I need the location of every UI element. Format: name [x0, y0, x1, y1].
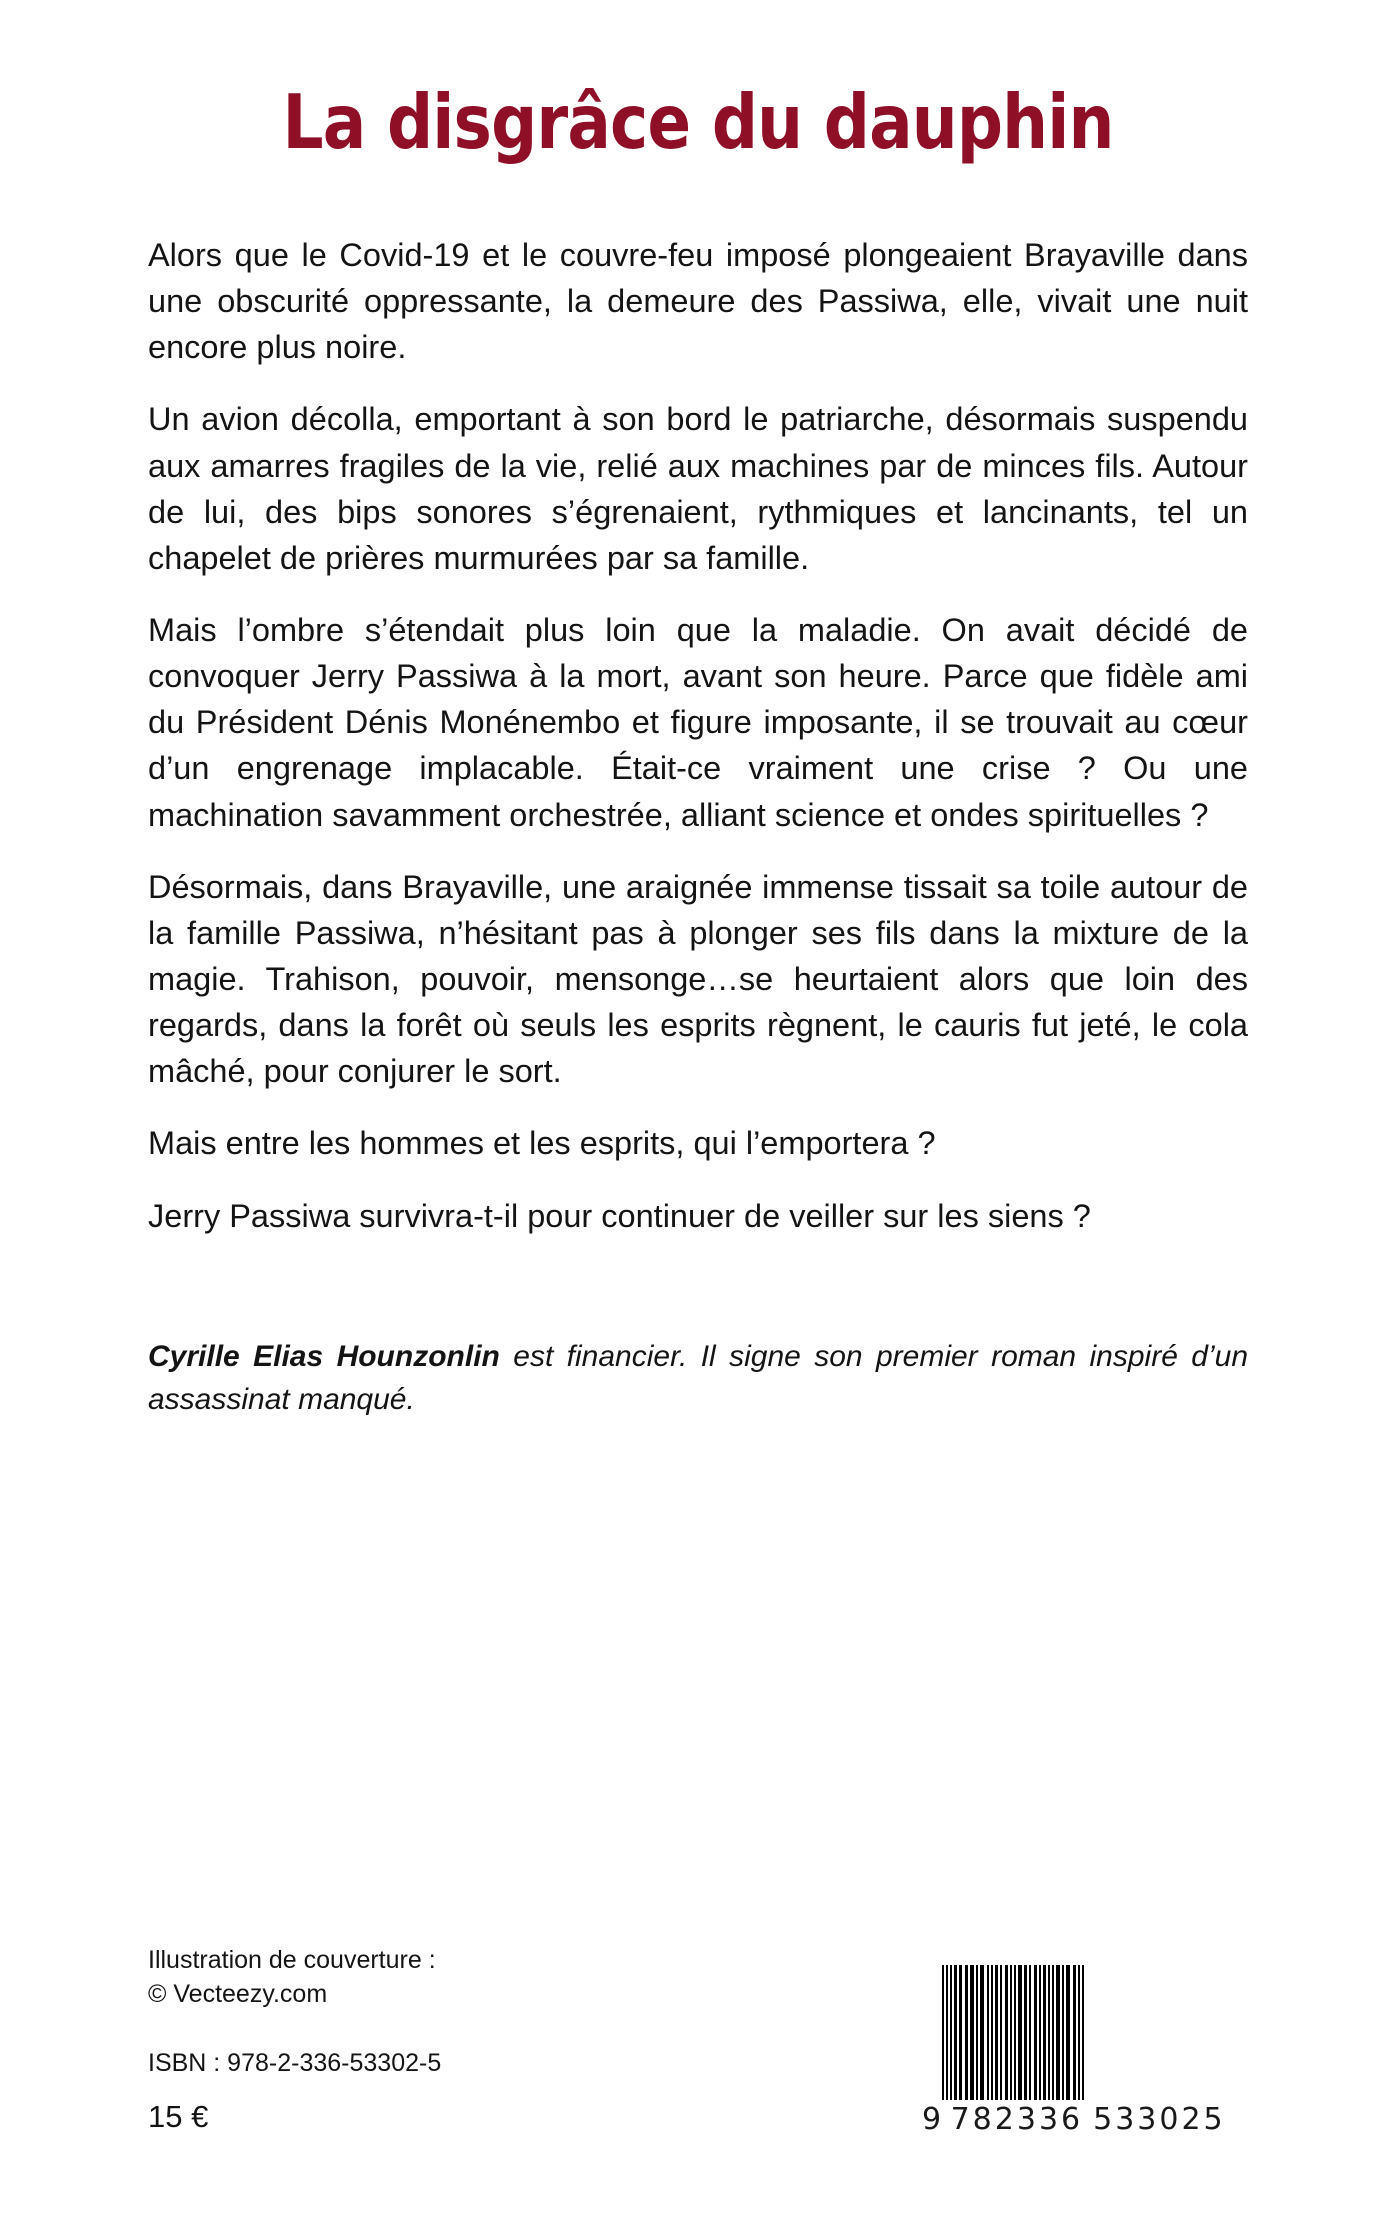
- blurb-paragraph-1: Alors que le Covid-19 et le couvre-feu imposé plongeaient Brayaville dans une obscurité oppressante, la demeure des Passiwa, elle, vivait une nuit encore plus noire.: [148, 237, 1248, 366]
- author-biography-text: est financier. Il signe son premier roman inspiré d’un assassinat manqué.: [148, 1339, 1249, 1417]
- isbn-text: ISBN : 978-2-336-53302-5: [148, 2048, 442, 2077]
- barcode-digit-group-1: 782336: [950, 2102, 1084, 2137]
- author-biography: [148, 1335, 1248, 1422]
- cover-credit-label: Illustration de couverture :: [148, 1945, 436, 1974]
- author-name: Cyrille Elias Hounzonlin: [148, 1339, 500, 1373]
- price-text: 15 €: [148, 2099, 209, 2135]
- page-title: La disgrâce du dauphin: [282, 78, 1114, 166]
- blurb-paragraph-6: Jerry Passiwa survivra-t-il pour continuer de veiller sur les siens ?: [148, 1197, 1091, 1234]
- cover-content: [148, 0, 1248, 1422]
- blurb-paragraph-2: Un avion décolla, emportant à son bord le patriarche, désormais suspendu aux amarres fragiles de la vie, relié aux machines par de minces fils. Autour de lui, des bips sonores s’égrenaient, rythmiques et lancinants, tel un chapelet de prières murmurées par sa famille.: [148, 401, 1248, 576]
- footer-info: [148, 1943, 441, 2139]
- cover-credit: [148, 1943, 441, 2012]
- barcode-digits: [922, 2102, 1252, 2137]
- barcode-digit-lead: 9: [922, 2102, 943, 2137]
- blurb-section: [148, 232, 1248, 1239]
- blurb-paragraph-3: Mais l’ombre s’étendait plus loin que la maladie. On avait décidé de convoquer Jerry Passiwa à la mort, avant son heure. Parce que fidèle ami du Président Dénis Monénembo et figure imposante, il se trouvait au cœur d’un engrenage implacable. Était-ce vraiment une crise ? Ou une machination savamment orchestrée, alliant science et ondes spirituelles ?: [148, 611, 1248, 833]
- cover-credit-source: © Vecteezy.com: [148, 1980, 328, 2009]
- blurb-paragraph-5: Mais entre les hommes et les esprits, qui l’emportera ?: [148, 1125, 936, 1162]
- barcode-digit-group-2: 533025: [1093, 2102, 1226, 2137]
- barcode: [922, 1965, 1252, 2139]
- barcode-bars: [942, 1965, 1252, 2100]
- footer: [148, 1943, 1252, 2139]
- barcode-bar: [1082, 1965, 1084, 2100]
- blurb-paragraph-4: Désormais, dans Brayaville, une araignée immense tissait sa toile autour de la famille Passiwa, n’hésitant pas à plonger ses fils dans la mixture de la magie. Trahison, pouvoir, mensonge…se heurtaient alors que loin des regards, dans la forêt où seuls les esprits règnent, le cauris fut jeté, le cola mâché, pour conjurer le sort.: [148, 868, 1248, 1090]
